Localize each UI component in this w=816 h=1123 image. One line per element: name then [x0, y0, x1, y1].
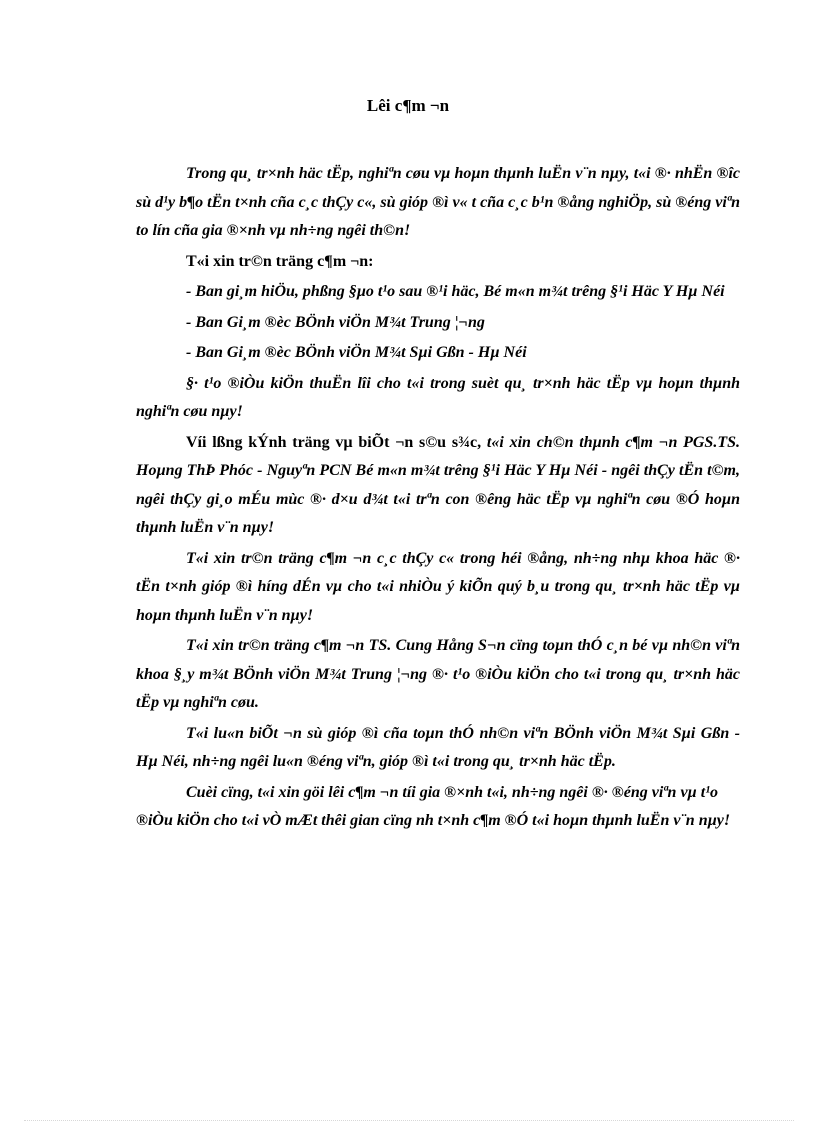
list-item: - Ban Gi¸m ®èc BÖnh viÖn M¾t Sµi Gßn - Hµ Néi — [186, 344, 527, 361]
list-item: - Ban gi¸m hiÖu, phßng §µo t¹o sau ®¹i häc, Bé m«n m¾t trêng §¹i Häc Y Hµ Néi — [186, 283, 725, 300]
page-bottom-divider — [24, 1120, 794, 1121]
paragraph-support: §· t¹o ®iÒu kiÖn thuËn lîi cho t«i trong suèt qu¸ tr×nh häc tËp vµ hoµn thµnh nghiªn cøu nµy! — [136, 374, 740, 420]
paragraph-department: T«i xin tr©n träng c¶m ¬n TS. Cung Hång S¬n cïng toµn thÓ c¸n bé vµ nh©n viªn khoa §¸y m¾t BÖnh viÖn M¾t Trung ¦¬ng ®· t¹o ®iÒu kiÖn cho t«i trong qu¸ tr×nh häc tËp vµ nghiªn cøu. — [136, 637, 740, 711]
paragraph-council: T«i xin tr©n träng c¶m ¬n c¸c thÇy c« trong héi ®ång, nh÷ng nhµ khoa häc ®· tËn t×nh gióp ®ì híng dÉn vµ cho t«i nhiÒu ý kiÕn quý b¸u trong qu¸ tr×nh häc tËp vµ hoµn thµnh luËn v¨n nµy! — [136, 549, 740, 624]
document-body — [136, 160, 740, 838]
page-title: Lêi c¶m ¬n — [366, 96, 450, 115]
paragraph-hospital: T«i lu«n biÕt ¬n sù gióp ®ì cña toµn thÓ nh©n viªn BÖnh viÖn M¾t Sµi Gßn - Hµ Néi, nh÷ng ngêi lu«n ®éng viªn, gióp ®ì t«i trong qu¸ tr×nh häc tËp. — [136, 724, 740, 770]
paragraph-advisor-lead: Víi lßng kÝnh träng vµ biÕt ¬n s©u s¾c, — [186, 433, 482, 451]
list-item: - Ban Gi¸m ®èc BÖnh viÖn M¾t Trung ¦¬ng — [186, 313, 485, 331]
paragraph-intro: Trong qu¸ tr×nh häc tËp, nghiªn cøu vµ hoµn thµnh luËn v¨n nµy, t«i ®· nhËn ®îc sù d¹y b¶o tËn t×nh cña c¸c thÇy c«, sù gióp ®ì v« t cña c¸c b¹n ®ång nghiÖp, sù ®éng viªn to lín cña gia ®×nh vµ nh÷ng ngêi th©n! — [136, 165, 740, 239]
paragraph-advisor-text: t«i xin ch©n thµnh c¶m ¬n PGS.TS. Hoµng ThÞ Phóc - Nguyªn PCN Bé m«n m¾t trêng §¹i Häc Y Hµ Néi - ngêi thÇy tËn t©m, ngêi thÇy gi¸o mÉu mùc ®· d×u d¾t t«i trªn con ®êng häc tËp vµ nghiªn cøu ®Ó hoµn thµnh luËn v¨n nµy! — [136, 433, 740, 536]
paragraph-thanks-heading: T«i xin tr©n träng c¶m ¬n: — [186, 252, 374, 270]
paragraph-advisor — [136, 429, 740, 543]
paragraph-family: Cuèi cïng, t«i xin göi lêi c¶m ¬n tíi gia ®×nh t«i, nh÷ng ngêi ®· ®éng viªn vµ t¹o ®iÒu kiÖn cho t«i vÒ mÆt thêi gian cïng nh t×nh c¶m ®Ó t«i hoµn thµnh luËn v¨n nµy! — [136, 783, 731, 829]
